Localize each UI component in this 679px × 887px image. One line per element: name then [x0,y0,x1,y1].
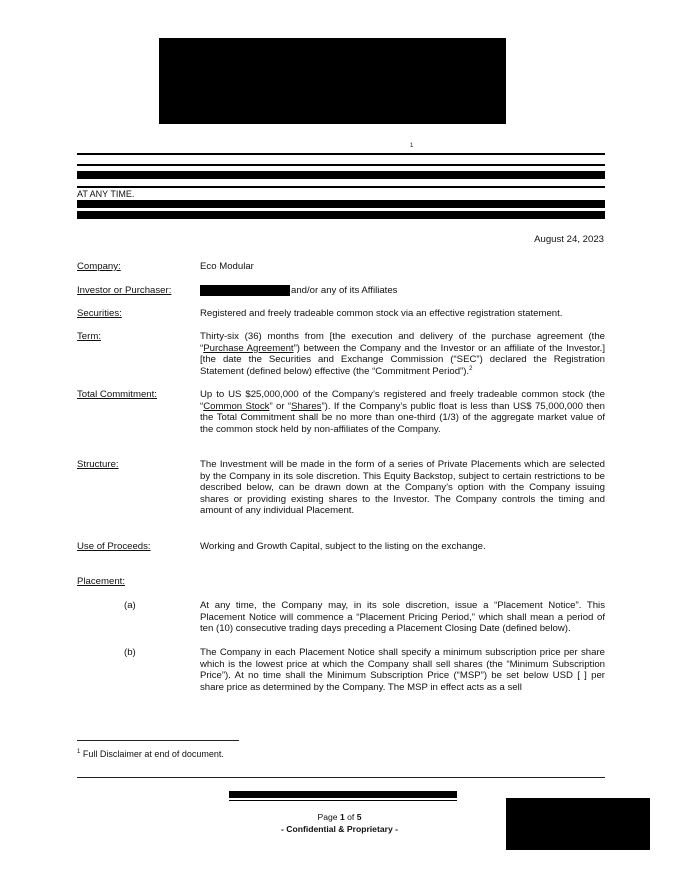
footnote-separator [77,740,239,741]
commitment-text-1: Up to US $25,000,000 of the Company’s registered and freely tradeable common stock (the “ [200,389,605,412]
term-value-securities: Registered and freely tradeable common stock via an effective registration statement. [200,308,563,319]
struck-line-2 [77,164,605,166]
commitment-text-2: ” or “ [269,400,292,412]
document-date: August 24, 2023 [534,234,604,245]
common-stock-term: Common Stock [203,400,270,412]
redaction-bar-2 [77,200,605,208]
page-number: 1 [339,812,345,822]
redacted-logo-block [159,38,506,124]
redaction-bar-1 [77,171,605,179]
footer-struck-line [229,800,457,801]
redaction-bar-3 [77,211,605,219]
term-label-securities: Securities: [77,308,122,319]
term-label-total-commitment: Total Commitment: [77,389,157,400]
page-prefix: Page [317,812,340,822]
struck-line-1 [77,153,605,155]
commitment-text-3: ”). If the Company’s public float is less than US$ 75,000,000 then the Total Commitment shall be no more than one-third (1/3) of the aggregate market value of the common stock held by non-affiliates of the Company. [200,400,605,435]
placement-item-b-text: The Company in each Placement Notice shall specify a minimum subscription price per share which is the lowest price at which the Company shall sell shares (the “Minimum Subscription Price”). At no time shall the Minimum Subscription Price (“MSP”) be set below USD [ ] per share price as determined by the Company. The MSP in effect acts as a sell [200,647,605,693]
term-value-use-of-proceeds: Working and Growth Capital, subject to the listing on the exchange. [200,541,486,552]
placement-item-b-marker: (b) [124,647,136,658]
footnote-1-text: Full Disclaimer at end of document. [82,749,224,759]
placement-item-a-marker: (a) [124,600,136,611]
footnote-1-marker: 1 [77,749,81,755]
term-label-investor: Investor or Purchaser: [77,285,172,296]
page-total: 5 [356,812,362,822]
term-label-term: Term: [77,331,101,342]
confidential-notice: - Confidential & Proprietary - [281,824,398,834]
term-text-2: ”) between the Company and the Investor or an affiliate of the Investor.] [the date the Securities and Exchange Commission (“SEC”) declared the Registration Statement (defined below) effective (the “Commitment Period”). [200,342,605,377]
term-label-structure: Structure: [77,459,119,470]
page-of: of [344,812,357,822]
term-label-use-of-proceeds: Use of Proceeds: [77,541,151,552]
footnote-1 [77,749,224,761]
redacted-footer-address [229,791,457,798]
redacted-footer-logo [506,798,650,850]
term-value-term [200,331,605,377]
term-label-placement: Placement: [77,576,125,587]
shares-term: Shares [291,400,322,412]
redacted-investor-name [200,285,290,296]
placement-item-a-text: At any time, the Company may, in its sole discretion, issue a “Placement Notice”. This Placement Notice will commence a “Placement Pricing Period,” which shall mean a period of ten (10) consecutive trading days preceding a Placement Closing Date (defined below). [200,600,605,635]
footnote-ref-2: 2 [469,365,473,372]
struck-line-3 [77,186,605,188]
term-value-structure: The Investment will be made in the form of a series of Private Placements which are selected by the Company in its sole discretion. This Equity Backstop, subject to certain restrictions to be described below, can be drawn down at the Company’s option with the Company issuing shares or providing existing shares to the Investor. The Company controls the timing and amount of any individual Placement. [200,459,605,517]
term-label-company: Company: [77,261,121,272]
footer-rule [77,777,605,778]
term-text-1: Thirty-six (36) months from [the execution and delivery of the purchase agreement (the “ [200,331,605,354]
disclaimer-visible-text: AT ANY TIME. [77,189,135,199]
term-value-total-commitment [200,389,605,435]
term-value-company: Eco Modular [200,261,254,272]
purchase-agreement-term: Purchase Agreement [203,342,294,354]
term-value-investor: and/or any of its Affiliates [291,285,398,296]
